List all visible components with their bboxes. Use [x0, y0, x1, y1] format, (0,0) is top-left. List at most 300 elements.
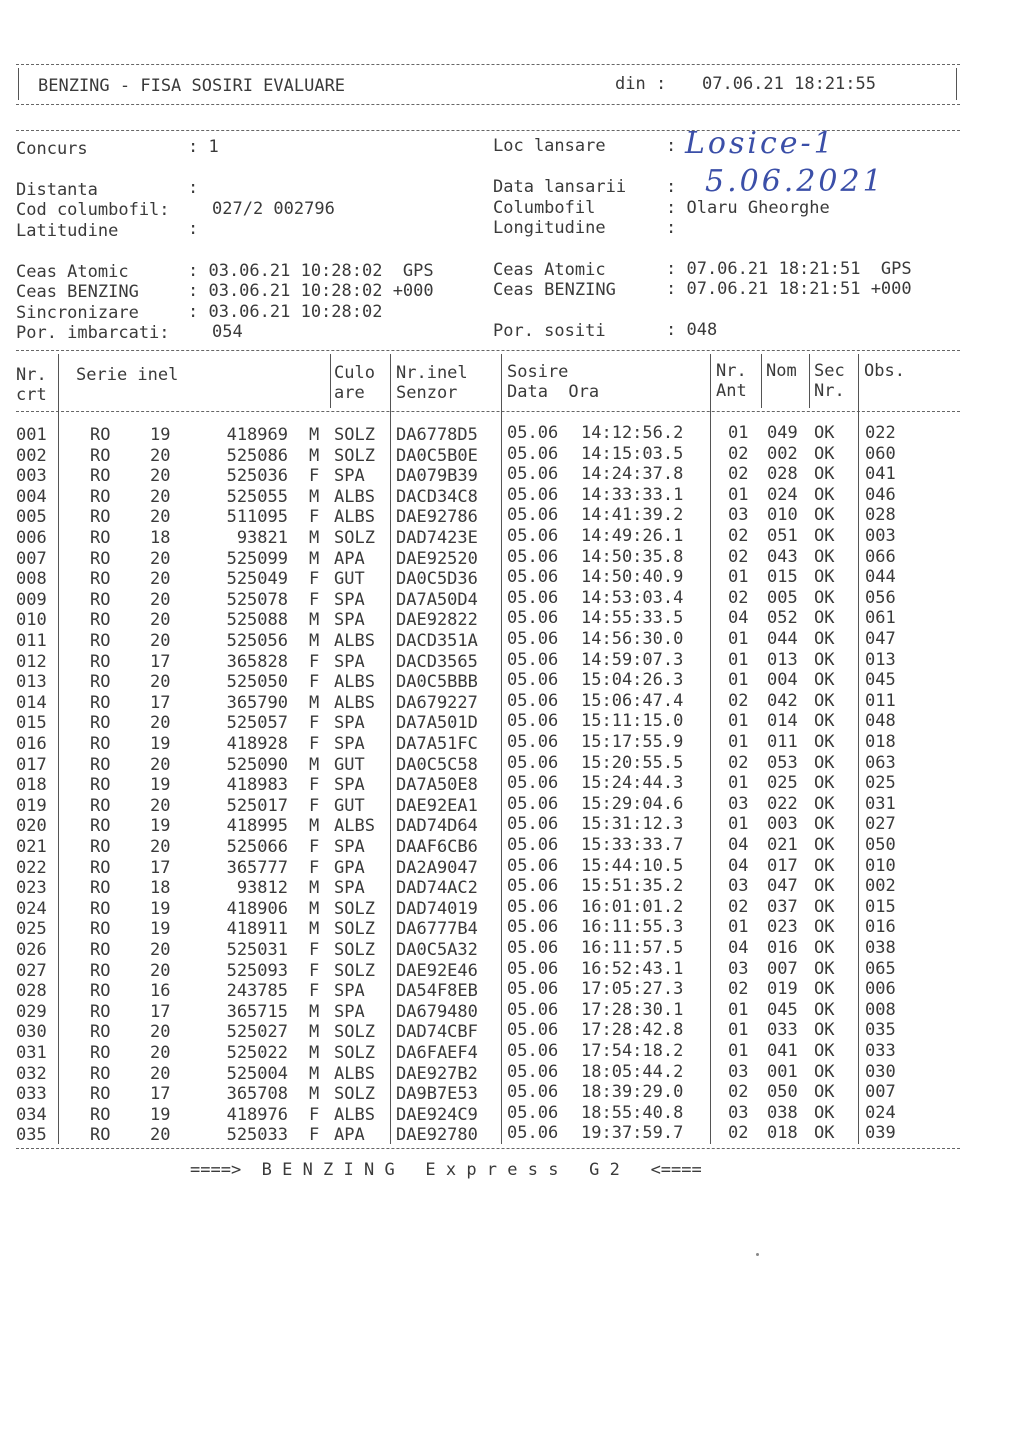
cell-country: RO — [90, 1043, 111, 1063]
cell-ring: 418911 — [226, 919, 288, 940]
por-sositi-value: : 048 — [666, 320, 718, 340]
cell-year: 20 — [150, 486, 171, 507]
cell-ring: 93821 — [236, 528, 288, 548]
cell-nr: 009 — [16, 589, 47, 610]
cell-sec: OK — [814, 1123, 835, 1144]
cell-ring: 525057 — [226, 713, 288, 734]
cell-sec: OK — [814, 484, 835, 505]
col-ant-header-1: Nr. — [716, 361, 747, 381]
cell-year: 19 — [150, 1104, 171, 1125]
loc-lansare-handwritten: Losice-1 — [685, 126, 836, 161]
cell-sec: OK — [814, 855, 835, 876]
cell-color: SOLZ — [334, 425, 375, 445]
col-sep-8 — [858, 354, 859, 1144]
cell-ring: 525004 — [226, 1063, 288, 1084]
cell-sensor: DA679227 — [396, 692, 478, 713]
cell-date: 05.06 — [507, 1041, 559, 1061]
col-sep-3 — [390, 354, 391, 1144]
cell-date: 05.06 — [507, 1123, 559, 1144]
cell-obs: 013 — [865, 649, 896, 670]
cell-ant: 01 — [728, 423, 749, 443]
cell-obs: 028 — [865, 505, 896, 526]
cell-color: SOLZ — [334, 919, 375, 940]
cell-obs: 056 — [865, 587, 896, 608]
cell-obs: 007 — [865, 1082, 896, 1103]
cell-nom: 022 — [767, 793, 798, 814]
cell-sensor: DAE92520 — [396, 548, 478, 569]
cell-date: 05.06 — [507, 526, 559, 546]
cell-country: RO — [90, 569, 111, 590]
cell-ring: 525050 — [226, 672, 288, 693]
latitudine-value: : — [188, 219, 199, 239]
cell-sex: M — [309, 1084, 320, 1105]
cell-sex: F — [309, 466, 320, 487]
cell-sec: OK — [814, 505, 835, 526]
cell-nom: 003 — [767, 814, 798, 835]
cell-sex: F — [309, 651, 320, 672]
ceas-atomic-left-label: Ceas Atomic — [16, 262, 129, 282]
cell-sec: OK — [814, 752, 835, 773]
cell-nom: 007 — [767, 958, 798, 979]
cell-nr: 020 — [16, 816, 47, 837]
cell-sensor: DAAF6CB6 — [396, 837, 478, 857]
cell-country: RO — [90, 981, 111, 1002]
cell-time: 18:39:29.0 — [581, 1082, 684, 1103]
cell-color: SOLZ — [334, 898, 375, 919]
cell-date: 05.06 — [507, 608, 559, 629]
cell-sensor: DACD3565 — [396, 651, 478, 672]
cell-obs: 030 — [865, 1061, 896, 1082]
cell-time: 14:24:37.8 — [581, 464, 684, 485]
cell-nom: 015 — [767, 567, 798, 588]
cell-sensor: DA0C5B0E — [396, 445, 478, 466]
cell-nr: 006 — [16, 528, 47, 548]
cell-ant: 01 — [728, 814, 749, 835]
cell-sex: F — [309, 672, 320, 693]
cell-sex: F — [309, 960, 320, 981]
cell-time: 14:41:39.2 — [581, 505, 684, 526]
cell-country: RO — [90, 692, 111, 713]
cell-nom: 002 — [767, 443, 798, 464]
cell-nom: 033 — [767, 1020, 798, 1041]
cell-nr: 004 — [16, 486, 47, 507]
cell-year: 20 — [150, 713, 171, 734]
cell-sec: OK — [814, 896, 835, 917]
din-label: din : — [615, 74, 667, 94]
cell-date: 05.06 — [507, 1020, 559, 1041]
cell-date: 05.06 — [507, 938, 559, 958]
cell-nr: 018 — [16, 775, 47, 796]
cell-ring: 365708 — [226, 1084, 288, 1105]
cell-sec: OK — [814, 670, 835, 691]
col-culoare-header-2: are — [334, 383, 365, 403]
cell-sensor: DA6FAEF4 — [396, 1043, 478, 1063]
cell-country: RO — [90, 425, 111, 445]
cell-time: 14:55:33.5 — [581, 608, 684, 629]
distanta-value: : — [188, 178, 199, 198]
cell-color: ALBS — [334, 631, 375, 651]
cell-ant: 03 — [728, 958, 749, 979]
cell-ant: 01 — [728, 567, 749, 588]
cell-sec: OK — [814, 1020, 835, 1041]
cell-obs: 027 — [865, 814, 896, 835]
cell-sec: OK — [814, 711, 835, 732]
cell-sensor: DACD351A — [396, 631, 478, 651]
cell-ant: 04 — [728, 835, 749, 855]
cell-nr: 014 — [16, 692, 47, 713]
cell-sex: M — [309, 1022, 320, 1043]
col-obs-header: Obs. — [864, 361, 905, 381]
cell-ring: 525049 — [226, 569, 288, 590]
cell-time: 15:04:26.3 — [581, 670, 684, 691]
cell-nom: 053 — [767, 752, 798, 773]
cell-date: 05.06 — [507, 629, 559, 649]
cell-color: SPA — [334, 981, 365, 1002]
cell-color: APA — [334, 1125, 365, 1146]
cell-sec: OK — [814, 979, 835, 1000]
cell-sensor: DAE92780 — [396, 1125, 478, 1146]
cell-obs: 038 — [865, 938, 896, 958]
cell-ring: 525088 — [226, 610, 288, 631]
cell-ant: 04 — [728, 608, 749, 629]
cell-time: 14:15:03.5 — [581, 443, 684, 464]
cell-year: 19 — [150, 734, 171, 754]
cell-country: RO — [90, 898, 111, 919]
cell-nr: 026 — [16, 940, 47, 960]
cell-nom: 018 — [767, 1123, 798, 1144]
cell-sex: M — [309, 1001, 320, 1022]
cell-date: 05.06 — [507, 505, 559, 526]
cell-year: 17 — [150, 692, 171, 713]
cell-date: 05.06 — [507, 423, 559, 443]
cell-ring: 525090 — [226, 754, 288, 775]
cell-country: RO — [90, 960, 111, 981]
cell-sec: OK — [814, 876, 835, 897]
cell-ant: 01 — [728, 629, 749, 649]
cell-ant: 02 — [728, 526, 749, 546]
cell-sec: OK — [814, 1041, 835, 1061]
cell-nom: 042 — [767, 690, 798, 711]
cell-time: 14:50:35.8 — [581, 546, 684, 567]
cell-date: 05.06 — [507, 587, 559, 608]
cell-date: 05.06 — [507, 464, 559, 485]
cell-sec: OK — [814, 443, 835, 464]
cell-nr: 001 — [16, 425, 47, 445]
distanta-label: Distanta — [16, 180, 98, 200]
cell-time: 16:52:43.1 — [581, 958, 684, 979]
cell-year: 20 — [150, 1022, 171, 1043]
cell-color: ALBS — [334, 507, 375, 528]
cell-year: 20 — [150, 507, 171, 528]
cell-year: 19 — [150, 919, 171, 940]
cell-nr: 007 — [16, 548, 47, 569]
cell-country: RO — [90, 672, 111, 693]
cell-country: RO — [90, 651, 111, 672]
sincronizare-value: : 03.06.21 10:28:02 — [188, 302, 383, 322]
cell-obs: 008 — [865, 999, 896, 1020]
cell-obs: 050 — [865, 835, 896, 855]
col-sec-header-1: Sec — [814, 361, 845, 381]
cell-sec: OK — [814, 814, 835, 835]
cell-date: 05.06 — [507, 670, 559, 691]
cell-obs: 060 — [865, 443, 896, 464]
cell-ring: 365777 — [226, 857, 288, 878]
cell-sensor: DA9B7E53 — [396, 1084, 478, 1105]
cell-color: ALBS — [334, 692, 375, 713]
cell-sex: M — [309, 754, 320, 775]
cell-color: SPA — [334, 837, 365, 857]
report-title: BENZING - FISA SOSIRI EVALUARE — [38, 76, 346, 96]
cell-nom: 014 — [767, 711, 798, 732]
cell-nr: 028 — [16, 981, 47, 1002]
cell-ring: 511095 — [226, 507, 288, 528]
cell-sex: F — [309, 940, 320, 960]
cell-date: 05.06 — [507, 876, 559, 897]
cell-color: SOLZ — [334, 1084, 375, 1105]
concurs-value: : 1 — [188, 137, 219, 157]
cell-sensor: DA0C5D36 — [396, 569, 478, 590]
cell-obs: 045 — [865, 670, 896, 691]
cell-nom: 051 — [767, 526, 798, 546]
cell-obs: 046 — [865, 484, 896, 505]
cell-sensor: DA079B39 — [396, 466, 478, 487]
columbofil-value: : Olaru Gheorghe — [666, 198, 830, 218]
cell-sex: M — [309, 425, 320, 445]
col-sep-1 — [58, 354, 59, 1144]
cell-ring: 525086 — [226, 445, 288, 466]
cell-sensor: DAE92E46 — [396, 960, 478, 981]
cell-nom: 004 — [767, 670, 798, 691]
cell-sensor: DA0C5BBB — [396, 672, 478, 693]
cell-nom: 021 — [767, 835, 798, 855]
cell-nom: 050 — [767, 1082, 798, 1103]
cell-sex: M — [309, 486, 320, 507]
por-sositi-label: Por. sositi — [493, 321, 606, 341]
cell-ant: 02 — [728, 896, 749, 917]
cell-sec: OK — [814, 526, 835, 546]
cell-obs: 025 — [865, 773, 896, 794]
latitudine-label: Latitudine — [16, 221, 119, 241]
cell-time: 15:29:04.6 — [581, 793, 684, 814]
cell-ant: 02 — [728, 546, 749, 567]
cell-sec: OK — [814, 1082, 835, 1103]
cell-obs: 003 — [865, 526, 896, 546]
cell-sec: OK — [814, 1102, 835, 1123]
cell-ring: 525027 — [226, 1022, 288, 1043]
cell-sex: F — [309, 1125, 320, 1146]
cell-sex: F — [309, 1104, 320, 1125]
cell-color: SPA — [334, 734, 365, 754]
cell-country: RO — [90, 1022, 111, 1043]
cell-sex: M — [309, 548, 320, 569]
cell-ant: 01 — [728, 670, 749, 691]
cell-time: 15:51:35.2 — [581, 876, 684, 897]
ceas-atomic-left-value: : 03.06.21 10:28:02 GPS — [188, 261, 434, 281]
cell-nom: 024 — [767, 484, 798, 505]
col-inel-header-2: Senzor — [396, 383, 458, 403]
cell-obs: 011 — [865, 690, 896, 711]
cell-color: SPA — [334, 713, 365, 734]
table-bottom-rule — [16, 1148, 960, 1149]
cell-color: ALBS — [334, 486, 375, 507]
cell-ant: 02 — [728, 443, 749, 464]
cell-sec: OK — [814, 793, 835, 814]
cell-sensor: DA7A501D — [396, 713, 478, 734]
cell-date: 05.06 — [507, 835, 559, 855]
cell-country: RO — [90, 528, 111, 548]
cell-sensor: DAD74CBF — [396, 1022, 478, 1043]
cell-country: RO — [90, 1063, 111, 1084]
col-sep-4 — [501, 354, 502, 1144]
cell-date: 05.06 — [507, 814, 559, 835]
cell-nom: 052 — [767, 608, 798, 629]
longitudine-value: : — [666, 218, 677, 238]
cell-sensor: DA679480 — [396, 1001, 478, 1022]
cell-year: 19 — [150, 898, 171, 919]
cell-country: RO — [90, 445, 111, 466]
cell-nr: 016 — [16, 734, 47, 754]
cell-color: SOLZ — [334, 445, 375, 466]
cell-obs: 015 — [865, 896, 896, 917]
cell-country: RO — [90, 466, 111, 487]
cell-obs: 066 — [865, 546, 896, 567]
cell-nr: 023 — [16, 878, 47, 899]
cell-obs: 035 — [865, 1020, 896, 1041]
cell-nom: 038 — [767, 1102, 798, 1123]
cell-color: SPA — [334, 775, 365, 796]
cell-nom: 019 — [767, 979, 798, 1000]
cell-time: 17:28:42.8 — [581, 1020, 684, 1041]
cod-columbofil-value: 027/2 002796 — [212, 199, 335, 219]
longitudine-label: Longitudine — [493, 218, 606, 238]
scan-speck — [756, 1253, 759, 1256]
cell-obs: 024 — [865, 1102, 896, 1123]
cell-ring: 525066 — [226, 837, 288, 857]
cell-sensor: DAE92EA1 — [396, 795, 478, 816]
cell-color: SOLZ — [334, 1043, 375, 1063]
cell-ant: 03 — [728, 876, 749, 897]
cell-obs: 039 — [865, 1123, 896, 1144]
cell-color: SOLZ — [334, 1022, 375, 1043]
cell-color: ALBS — [334, 672, 375, 693]
cell-sec: OK — [814, 587, 835, 608]
cell-year: 17 — [150, 651, 171, 672]
cell-sex: M — [309, 631, 320, 651]
cell-time: 17:28:30.1 — [581, 999, 684, 1020]
col-sep-6 — [761, 354, 762, 408]
cell-ring: 525031 — [226, 940, 288, 960]
cell-nr: 025 — [16, 919, 47, 940]
cell-nr: 033 — [16, 1084, 47, 1105]
header-bottom-rule — [16, 104, 960, 105]
cell-country: RO — [90, 548, 111, 569]
cell-country: RO — [90, 1125, 111, 1146]
cell-time: 14:33:33.1 — [581, 484, 684, 505]
cell-sensor: DAE924C9 — [396, 1104, 478, 1125]
cell-color: SPA — [334, 610, 365, 631]
cell-ant: 02 — [728, 979, 749, 1000]
cell-ant: 03 — [728, 793, 749, 814]
cell-date: 05.06 — [507, 855, 559, 876]
cell-sex: M — [309, 692, 320, 713]
cell-country: RO — [90, 795, 111, 816]
cell-nr: 019 — [16, 795, 47, 816]
table-header-rule — [16, 411, 960, 412]
cell-country: RO — [90, 837, 111, 857]
col-sep-7 — [809, 354, 810, 408]
cell-nr: 034 — [16, 1104, 47, 1125]
cell-sensor: DA7A50E8 — [396, 775, 478, 796]
cell-ant: 01 — [728, 999, 749, 1020]
cell-date: 05.06 — [507, 546, 559, 567]
cell-color: SOLZ — [334, 940, 375, 960]
cell-year: 18 — [150, 878, 171, 899]
ceas-atomic-right-label: Ceas Atomic — [493, 260, 606, 280]
cell-year: 17 — [150, 1084, 171, 1105]
cell-sensor: DAE92822 — [396, 610, 478, 631]
por-imbarcati-value: 054 — [212, 322, 243, 342]
cell-obs: 016 — [865, 917, 896, 938]
cell-sec: OK — [814, 629, 835, 649]
cell-time: 18:05:44.2 — [581, 1061, 684, 1082]
cell-nr: 013 — [16, 672, 47, 693]
cell-ring: 525093 — [226, 960, 288, 981]
cell-sec: OK — [814, 546, 835, 567]
cell-time: 18:55:40.8 — [581, 1102, 684, 1123]
cell-nr: 022 — [16, 857, 47, 878]
cell-nr: 035 — [16, 1125, 47, 1146]
cell-country: RO — [90, 878, 111, 899]
header-left-rule — [18, 68, 19, 100]
cell-country: RO — [90, 754, 111, 775]
cell-ring: 525078 — [226, 589, 288, 610]
cell-ring: 93812 — [236, 878, 288, 899]
cell-ant: 01 — [728, 484, 749, 505]
cell-country: RO — [90, 1001, 111, 1022]
cell-country: RO — [90, 1084, 111, 1105]
ceas-atomic-right-value: : 07.06.21 18:21:51 GPS — [666, 259, 912, 279]
cell-sec: OK — [814, 649, 835, 670]
cell-nr: 017 — [16, 754, 47, 775]
cell-ant: 03 — [728, 505, 749, 526]
cell-country: RO — [90, 775, 111, 796]
cell-sec: OK — [814, 835, 835, 855]
cell-obs: 031 — [865, 793, 896, 814]
cell-ant: 01 — [728, 732, 749, 752]
cell-year: 20 — [150, 837, 171, 857]
cell-country: RO — [90, 631, 111, 651]
cell-color: SPA — [334, 1001, 365, 1022]
cell-ring: 525099 — [226, 548, 288, 569]
cell-sensor: DA6778D5 — [396, 425, 478, 445]
cell-obs: 063 — [865, 752, 896, 773]
cell-nr: 003 — [16, 466, 47, 487]
cell-ring: 418969 — [226, 425, 288, 445]
cell-ant: 04 — [728, 855, 749, 876]
cell-obs: 022 — [865, 423, 896, 443]
cell-ant: 03 — [728, 1061, 749, 1082]
cell-sec: OK — [814, 567, 835, 588]
cell-year: 18 — [150, 528, 171, 548]
cell-nr: 005 — [16, 507, 47, 528]
cell-color: SPA — [334, 589, 365, 610]
cell-sensor: DAD7423E — [396, 528, 478, 548]
cell-sex: F — [309, 837, 320, 857]
cell-nom: 043 — [767, 546, 798, 567]
cell-ant: 02 — [728, 1082, 749, 1103]
cell-sensor: DAD74AC2 — [396, 878, 478, 899]
header-top-rule — [16, 64, 960, 65]
